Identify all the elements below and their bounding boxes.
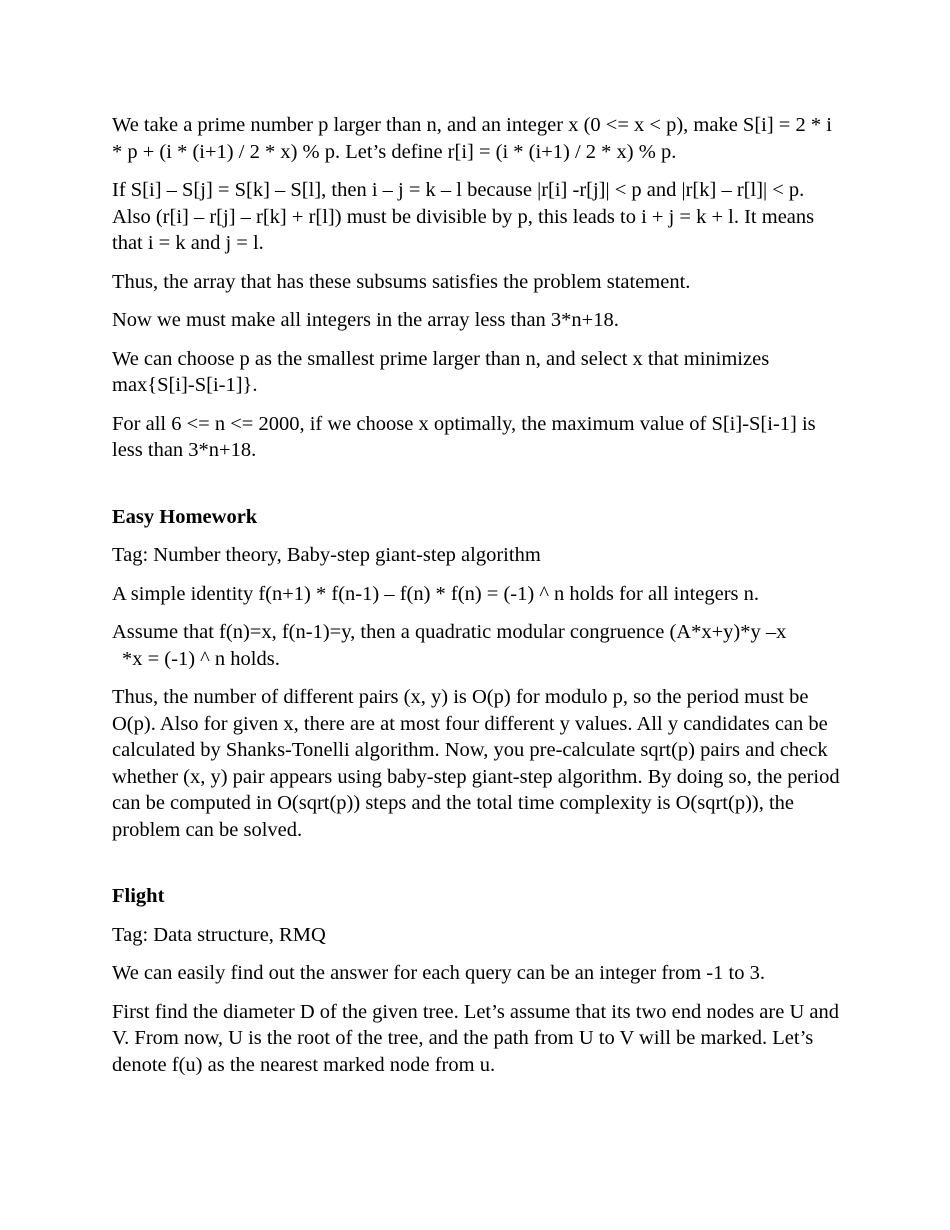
document-page <box>112 112 840 1090</box>
intro-paragraph-5: We can choose p as the smallest prime larger than n, and select x that minimizes max{S[i]-S[i-1]}. <box>112 347 770 396</box>
easy-homework-paragraph-2-line-1: Assume that f(n)=x, f(n-1)=y, then a quadratic modular congruence (A*x+y)*y –x <box>112 621 787 643</box>
flight-tag: Tag: Data structure, RMQ <box>112 923 326 946</box>
flight-paragraph-2: First find the diameter D of the given tree. Let’s assume that its two end nodes are U and V. From now, U is the root of the tree, and the path from U to V will be marked. Let’s denote f(u) as the nearest marked node from u. <box>112 1000 839 1076</box>
easy-homework-paragraph-2 <box>112 619 840 672</box>
intro-paragraph-1: We take a prime number p larger than n, and an integer x (0 <= x < p), make S[i] = 2 * i * p + (i * (i+1) / 2 * x) % p. Let’s define r[i] = (i * (i+1) / 2 * x) % p. <box>112 114 832 163</box>
section-easy-homework <box>112 504 840 844</box>
intro-paragraph-4: Now we must make all integers in the array less than 3*n+18. <box>112 309 619 331</box>
intro-paragraph-2: If S[i] – S[j] = S[k] – S[l], then i – j = k – l because |r[i] -r[j]| < p and |r[k] – r[l]| < p. Also (r[i] – r[j] – r[k] + r[l]) must be divisible by p, this leads to i + j = k + l. It means that i = k and j = l. <box>112 179 815 254</box>
section-heading-flight: Flight <box>112 885 165 907</box>
section-flight <box>112 883 840 1078</box>
easy-homework-paragraph-1: A simple identity f(n+1) * f(n-1) – f(n) * f(n) = (-1) ^ n holds for all integers n. <box>112 582 760 605</box>
flight-paragraph-1: We can easily find out the answer for each query can be an integer from -1 to 3. <box>112 962 765 984</box>
section-heading-easy-homework: Easy Homework <box>112 505 258 528</box>
easy-homework-tag: Tag: Number theory, Baby-step giant-step algorithm <box>112 544 541 566</box>
easy-homework-paragraph-2-line-2: *x = (-1) ^ n holds. <box>122 647 280 670</box>
intro-paragraph-3: Thus, the array that has these subsums satisfies the problem statement. <box>112 270 691 293</box>
easy-homework-paragraph-3: Thus, the number of different pairs (x, y) is O(p) for modulo p, so the period must be O(p). Also for given x, there are at most four different y values. All y candidates can be calculated by Shanks-Tonelli algorithm. Now, you pre-calculate sqrt(p) pairs and check whether (x, y) pair appears using baby-step giant-step algorithm. By doing so, the period can be computed in O(sqrt(p)) steps and the total time complexity is O(sqrt(p)), the problem can be solved. <box>112 686 840 841</box>
intro-paragraph-6: For all 6 <= n <= 2000, if we choose x optimally, the maximum value of S[i]-S[i-1] is less than 3*n+18. <box>112 412 816 461</box>
